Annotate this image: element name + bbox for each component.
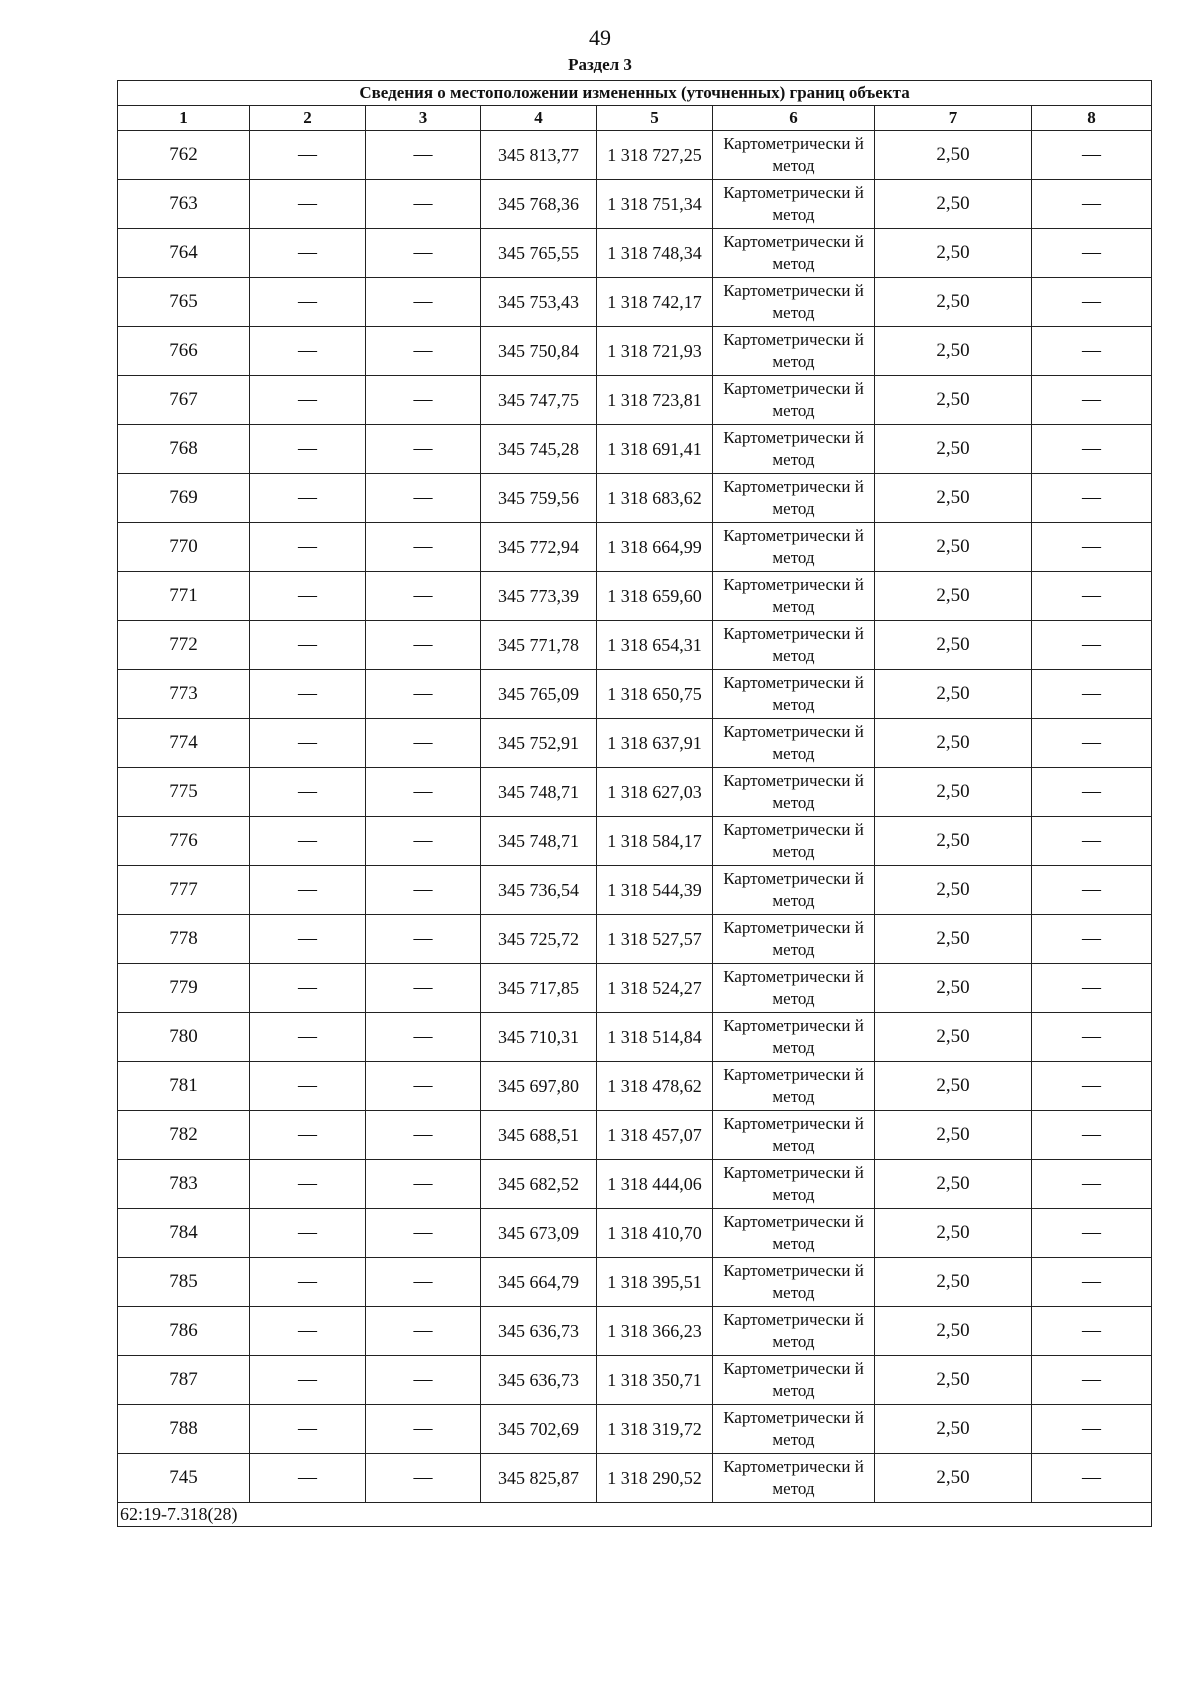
method-cell: Картометрически й метод — [713, 1258, 875, 1307]
y-coordinate-cell: 1 318 527,57 — [597, 915, 713, 964]
method-cell: Картометрически й метод — [713, 327, 875, 376]
point-number-cell: 772 — [118, 621, 250, 670]
empty-dash-cell: — — [366, 1209, 481, 1258]
table-row — [118, 1209, 1152, 1258]
accuracy-cell: 2,50 — [875, 523, 1032, 572]
x-coordinate-cell: 345 747,75 — [481, 376, 597, 425]
empty-dash-cell: — — [366, 1111, 481, 1160]
empty-dash-cell: — — [1032, 964, 1152, 1013]
point-number-cell: 788 — [118, 1405, 250, 1454]
y-coordinate-cell: 1 318 727,25 — [597, 131, 713, 180]
empty-dash-cell: — — [366, 572, 481, 621]
method-cell: Картометрически й метод — [713, 768, 875, 817]
y-coordinate-cell: 1 318 478,62 — [597, 1062, 713, 1111]
accuracy-cell: 2,50 — [875, 1111, 1032, 1160]
method-cell: Картометрически й метод — [713, 376, 875, 425]
point-number-cell: 785 — [118, 1258, 250, 1307]
empty-dash-cell: — — [250, 1013, 366, 1062]
empty-dash-cell: — — [366, 1454, 481, 1503]
y-coordinate-cell: 1 318 659,60 — [597, 572, 713, 621]
section-title: Раздел 3 — [568, 55, 632, 74]
column-number: 8 — [1032, 106, 1152, 131]
y-coordinate-cell: 1 318 514,84 — [597, 1013, 713, 1062]
column-number: 2 — [250, 106, 366, 131]
method-cell: Картометрически й метод — [713, 278, 875, 327]
empty-dash-cell: — — [1032, 719, 1152, 768]
accuracy-cell: 2,50 — [875, 1454, 1032, 1503]
accuracy-cell: 2,50 — [875, 1160, 1032, 1209]
y-coordinate-cell: 1 318 654,31 — [597, 621, 713, 670]
empty-dash-cell: — — [1032, 523, 1152, 572]
point-number-cell: 783 — [118, 1160, 250, 1209]
point-number-cell: 763 — [118, 180, 250, 229]
method-cell: Картометрически й метод — [713, 180, 875, 229]
table-row — [118, 817, 1152, 866]
empty-dash-cell: — — [366, 670, 481, 719]
x-coordinate-cell: 345 636,73 — [481, 1356, 597, 1405]
empty-dash-cell: — — [250, 1307, 366, 1356]
table-caption: Сведения о местоположении измененных (уточненных) границ объекта — [118, 81, 1152, 106]
y-coordinate-cell: 1 318 723,81 — [597, 376, 713, 425]
empty-dash-cell: — — [1032, 915, 1152, 964]
method-cell: Картометрически й метод — [713, 719, 875, 768]
method-cell: Картометрически й метод — [713, 670, 875, 719]
table-row — [118, 670, 1152, 719]
y-coordinate-cell: 1 318 683,62 — [597, 474, 713, 523]
point-number-cell: 777 — [118, 866, 250, 915]
accuracy-cell: 2,50 — [875, 817, 1032, 866]
method-cell: Картометрически й метод — [713, 1062, 875, 1111]
empty-dash-cell: — — [250, 866, 366, 915]
empty-dash-cell: — — [250, 327, 366, 376]
method-cell: Картометрически й метод — [713, 1209, 875, 1258]
empty-dash-cell: — — [250, 1405, 366, 1454]
accuracy-cell: 2,50 — [875, 572, 1032, 621]
table-row — [118, 229, 1152, 278]
point-number-cell: 784 — [118, 1209, 250, 1258]
empty-dash-cell: — — [366, 1013, 481, 1062]
method-cell: Картометрически й метод — [713, 131, 875, 180]
y-coordinate-cell: 1 318 290,52 — [597, 1454, 713, 1503]
x-coordinate-cell: 345 682,52 — [481, 1160, 597, 1209]
empty-dash-cell: — — [250, 572, 366, 621]
empty-dash-cell: — — [250, 1111, 366, 1160]
table-row — [118, 523, 1152, 572]
empty-dash-cell: — — [366, 278, 481, 327]
accuracy-cell: 2,50 — [875, 1307, 1032, 1356]
empty-dash-cell: — — [250, 915, 366, 964]
y-coordinate-cell: 1 318 691,41 — [597, 425, 713, 474]
empty-dash-cell: — — [366, 1405, 481, 1454]
table-row — [118, 1356, 1152, 1405]
empty-dash-cell: — — [1032, 376, 1152, 425]
method-cell: Картометрически й метод — [713, 1307, 875, 1356]
table-row — [118, 621, 1152, 670]
empty-dash-cell: — — [366, 719, 481, 768]
empty-dash-cell: — — [366, 915, 481, 964]
empty-dash-cell: — — [366, 768, 481, 817]
table-row — [118, 866, 1152, 915]
point-number-cell: 778 — [118, 915, 250, 964]
empty-dash-cell: — — [250, 1209, 366, 1258]
empty-dash-cell: — — [1032, 1307, 1152, 1356]
y-coordinate-cell: 1 318 366,23 — [597, 1307, 713, 1356]
method-cell: Картометрически й метод — [713, 1405, 875, 1454]
x-coordinate-cell: 345 772,94 — [481, 523, 597, 572]
empty-dash-cell: — — [1032, 572, 1152, 621]
accuracy-cell: 2,50 — [875, 278, 1032, 327]
table-row — [118, 1405, 1152, 1454]
empty-dash-cell: — — [1032, 1454, 1152, 1503]
accuracy-cell: 2,50 — [875, 180, 1032, 229]
x-coordinate-cell: 345 765,09 — [481, 670, 597, 719]
method-cell: Картометрически й метод — [713, 523, 875, 572]
point-number-cell: 786 — [118, 1307, 250, 1356]
column-number: 4 — [481, 106, 597, 131]
accuracy-cell: 2,50 — [875, 376, 1032, 425]
empty-dash-cell: — — [250, 278, 366, 327]
point-number-cell: 773 — [118, 670, 250, 719]
point-number-cell: 764 — [118, 229, 250, 278]
method-cell: Картометрически й метод — [713, 621, 875, 670]
empty-dash-cell: — — [366, 523, 481, 572]
empty-dash-cell: — — [250, 1258, 366, 1307]
x-coordinate-cell: 345 813,77 — [481, 131, 597, 180]
table-row — [118, 327, 1152, 376]
accuracy-cell: 2,50 — [875, 474, 1032, 523]
x-coordinate-cell: 345 736,54 — [481, 866, 597, 915]
empty-dash-cell: — — [366, 866, 481, 915]
empty-dash-cell: — — [366, 376, 481, 425]
x-coordinate-cell: 345 773,39 — [481, 572, 597, 621]
y-coordinate-cell: 1 318 751,34 — [597, 180, 713, 229]
point-number-cell: 768 — [118, 425, 250, 474]
point-number-cell: 745 — [118, 1454, 250, 1503]
table-row — [118, 474, 1152, 523]
empty-dash-cell: — — [1032, 229, 1152, 278]
empty-dash-cell: — — [366, 180, 481, 229]
empty-dash-cell: — — [250, 621, 366, 670]
point-number-cell: 771 — [118, 572, 250, 621]
x-coordinate-cell: 345 710,31 — [481, 1013, 597, 1062]
method-cell: Картометрически й метод — [713, 915, 875, 964]
x-coordinate-cell: 345 664,79 — [481, 1258, 597, 1307]
accuracy-cell: 2,50 — [875, 1209, 1032, 1258]
empty-dash-cell: — — [366, 1258, 481, 1307]
empty-dash-cell: — — [250, 1062, 366, 1111]
method-cell: Картометрически й метод — [713, 229, 875, 278]
column-number: 5 — [597, 106, 713, 131]
empty-dash-cell: — — [366, 131, 481, 180]
x-coordinate-cell: 345 750,84 — [481, 327, 597, 376]
point-number-cell: 779 — [118, 964, 250, 1013]
x-coordinate-cell: 345 702,69 — [481, 1405, 597, 1454]
empty-dash-cell: — — [250, 1356, 366, 1405]
x-coordinate-cell: 345 748,71 — [481, 768, 597, 817]
x-coordinate-cell: 345 697,80 — [481, 1062, 597, 1111]
table-row — [118, 376, 1152, 425]
table-row — [118, 180, 1152, 229]
table-row — [118, 572, 1152, 621]
point-number-cell: 762 — [118, 131, 250, 180]
method-cell: Картометрически й метод — [713, 1013, 875, 1062]
y-coordinate-cell: 1 318 350,71 — [597, 1356, 713, 1405]
method-cell: Картометрически й метод — [713, 425, 875, 474]
point-number-cell: 782 — [118, 1111, 250, 1160]
point-number-cell: 775 — [118, 768, 250, 817]
x-coordinate-cell: 345 752,91 — [481, 719, 597, 768]
accuracy-cell: 2,50 — [875, 131, 1032, 180]
method-cell: Картометрически й метод — [713, 1160, 875, 1209]
empty-dash-cell: — — [1032, 1356, 1152, 1405]
y-coordinate-cell: 1 318 457,07 — [597, 1111, 713, 1160]
empty-dash-cell: — — [1032, 425, 1152, 474]
column-number: 7 — [875, 106, 1032, 131]
method-cell: Картометрически й метод — [713, 572, 875, 621]
y-coordinate-cell: 1 318 410,70 — [597, 1209, 713, 1258]
table-row — [118, 278, 1152, 327]
y-coordinate-cell: 1 318 395,51 — [597, 1258, 713, 1307]
accuracy-cell: 2,50 — [875, 1013, 1032, 1062]
empty-dash-cell: — — [366, 229, 481, 278]
table-row — [118, 1111, 1152, 1160]
empty-dash-cell: — — [250, 474, 366, 523]
empty-dash-cell: — — [250, 768, 366, 817]
empty-dash-cell: — — [366, 1307, 481, 1356]
empty-dash-cell: — — [1032, 817, 1152, 866]
column-number: 6 — [713, 106, 875, 131]
method-cell: Картометрически й метод — [713, 1356, 875, 1405]
empty-dash-cell: — — [250, 229, 366, 278]
y-coordinate-cell: 1 318 524,27 — [597, 964, 713, 1013]
accuracy-cell: 2,50 — [875, 719, 1032, 768]
y-coordinate-cell: 1 318 650,75 — [597, 670, 713, 719]
empty-dash-cell: — — [366, 425, 481, 474]
x-coordinate-cell: 345 636,73 — [481, 1307, 597, 1356]
y-coordinate-cell: 1 318 319,72 — [597, 1405, 713, 1454]
table-row — [118, 1454, 1152, 1503]
accuracy-cell: 2,50 — [875, 229, 1032, 278]
y-coordinate-cell: 1 318 664,99 — [597, 523, 713, 572]
empty-dash-cell: — — [250, 131, 366, 180]
empty-dash-cell: — — [250, 719, 366, 768]
empty-dash-cell: — — [1032, 1405, 1152, 1454]
point-number-cell: 774 — [118, 719, 250, 768]
table-row — [118, 964, 1152, 1013]
accuracy-cell: 2,50 — [875, 327, 1032, 376]
accuracy-cell: 2,50 — [875, 1356, 1032, 1405]
y-coordinate-cell: 1 318 444,06 — [597, 1160, 713, 1209]
table-body — [118, 131, 1152, 1503]
empty-dash-cell: — — [1032, 327, 1152, 376]
empty-dash-cell: — — [1032, 1258, 1152, 1307]
method-cell: Картометрически й метод — [713, 817, 875, 866]
empty-dash-cell: — — [1032, 1111, 1152, 1160]
table-row — [118, 1062, 1152, 1111]
empty-dash-cell: — — [1032, 866, 1152, 915]
empty-dash-cell: — — [250, 964, 366, 1013]
column-number: 1 — [118, 106, 250, 131]
point-number-cell: 770 — [118, 523, 250, 572]
x-coordinate-cell: 345 673,09 — [481, 1209, 597, 1258]
empty-dash-cell: — — [366, 474, 481, 523]
empty-dash-cell: — — [1032, 621, 1152, 670]
empty-dash-cell: — — [1032, 1209, 1152, 1258]
x-coordinate-cell: 345 688,51 — [481, 1111, 597, 1160]
x-coordinate-cell: 345 725,72 — [481, 915, 597, 964]
method-cell: Картометрически й метод — [713, 1454, 875, 1503]
empty-dash-cell: — — [250, 670, 366, 719]
column-number-row — [118, 106, 1152, 131]
table-row — [118, 425, 1152, 474]
accuracy-cell: 2,50 — [875, 621, 1032, 670]
method-cell: Картометрически й метод — [713, 964, 875, 1013]
empty-dash-cell: — — [366, 1160, 481, 1209]
empty-dash-cell: — — [366, 817, 481, 866]
empty-dash-cell: — — [250, 1454, 366, 1503]
accuracy-cell: 2,50 — [875, 1062, 1032, 1111]
page-number: 49 — [589, 25, 611, 50]
empty-dash-cell: — — [1032, 1160, 1152, 1209]
empty-dash-cell: — — [250, 817, 366, 866]
table-row — [118, 719, 1152, 768]
empty-dash-cell: — — [1032, 180, 1152, 229]
table-footer-code: 62:19-7.318(28) — [118, 1503, 1152, 1527]
x-coordinate-cell: 345 771,78 — [481, 621, 597, 670]
table-row — [118, 1258, 1152, 1307]
empty-dash-cell: — — [1032, 768, 1152, 817]
empty-dash-cell: — — [1032, 1013, 1152, 1062]
point-number-cell: 766 — [118, 327, 250, 376]
point-number-cell: 781 — [118, 1062, 250, 1111]
empty-dash-cell: — — [366, 327, 481, 376]
point-number-cell: 776 — [118, 817, 250, 866]
point-number-cell: 787 — [118, 1356, 250, 1405]
x-coordinate-cell: 345 759,56 — [481, 474, 597, 523]
empty-dash-cell: — — [1032, 278, 1152, 327]
x-coordinate-cell: 345 745,28 — [481, 425, 597, 474]
column-number: 3 — [366, 106, 481, 131]
accuracy-cell: 2,50 — [875, 1258, 1032, 1307]
accuracy-cell: 2,50 — [875, 915, 1032, 964]
y-coordinate-cell: 1 318 721,93 — [597, 327, 713, 376]
table-row — [118, 1160, 1152, 1209]
empty-dash-cell: — — [250, 180, 366, 229]
boundary-coordinates-table — [117, 80, 1152, 1527]
table-row — [118, 768, 1152, 817]
x-coordinate-cell: 345 765,55 — [481, 229, 597, 278]
accuracy-cell: 2,50 — [875, 768, 1032, 817]
empty-dash-cell: — — [250, 376, 366, 425]
table-row — [118, 1307, 1152, 1356]
y-coordinate-cell: 1 318 627,03 — [597, 768, 713, 817]
empty-dash-cell: — — [1032, 670, 1152, 719]
empty-dash-cell: — — [366, 621, 481, 670]
empty-dash-cell: — — [250, 523, 366, 572]
x-coordinate-cell: 345 768,36 — [481, 180, 597, 229]
point-number-cell: 767 — [118, 376, 250, 425]
empty-dash-cell: — — [1032, 1062, 1152, 1111]
accuracy-cell: 2,50 — [875, 670, 1032, 719]
accuracy-cell: 2,50 — [875, 964, 1032, 1013]
accuracy-cell: 2,50 — [875, 1405, 1032, 1454]
y-coordinate-cell: 1 318 748,34 — [597, 229, 713, 278]
table-row — [118, 1013, 1152, 1062]
accuracy-cell: 2,50 — [875, 425, 1032, 474]
y-coordinate-cell: 1 318 584,17 — [597, 817, 713, 866]
x-coordinate-cell: 345 717,85 — [481, 964, 597, 1013]
accuracy-cell: 2,50 — [875, 866, 1032, 915]
x-coordinate-cell: 345 825,87 — [481, 1454, 597, 1503]
table-row — [118, 915, 1152, 964]
empty-dash-cell: — — [1032, 474, 1152, 523]
method-cell: Картометрически й метод — [713, 1111, 875, 1160]
empty-dash-cell: — — [366, 1356, 481, 1405]
x-coordinate-cell: 345 753,43 — [481, 278, 597, 327]
method-cell: Картометрически й метод — [713, 474, 875, 523]
empty-dash-cell: — — [250, 425, 366, 474]
empty-dash-cell: — — [250, 1160, 366, 1209]
x-coordinate-cell: 345 748,71 — [481, 817, 597, 866]
point-number-cell: 765 — [118, 278, 250, 327]
method-cell: Картометрически й метод — [713, 866, 875, 915]
point-number-cell: 769 — [118, 474, 250, 523]
table-row — [118, 131, 1152, 180]
y-coordinate-cell: 1 318 544,39 — [597, 866, 713, 915]
empty-dash-cell: — — [366, 1062, 481, 1111]
y-coordinate-cell: 1 318 637,91 — [597, 719, 713, 768]
y-coordinate-cell: 1 318 742,17 — [597, 278, 713, 327]
empty-dash-cell: — — [1032, 131, 1152, 180]
point-number-cell: 780 — [118, 1013, 250, 1062]
empty-dash-cell: — — [366, 964, 481, 1013]
